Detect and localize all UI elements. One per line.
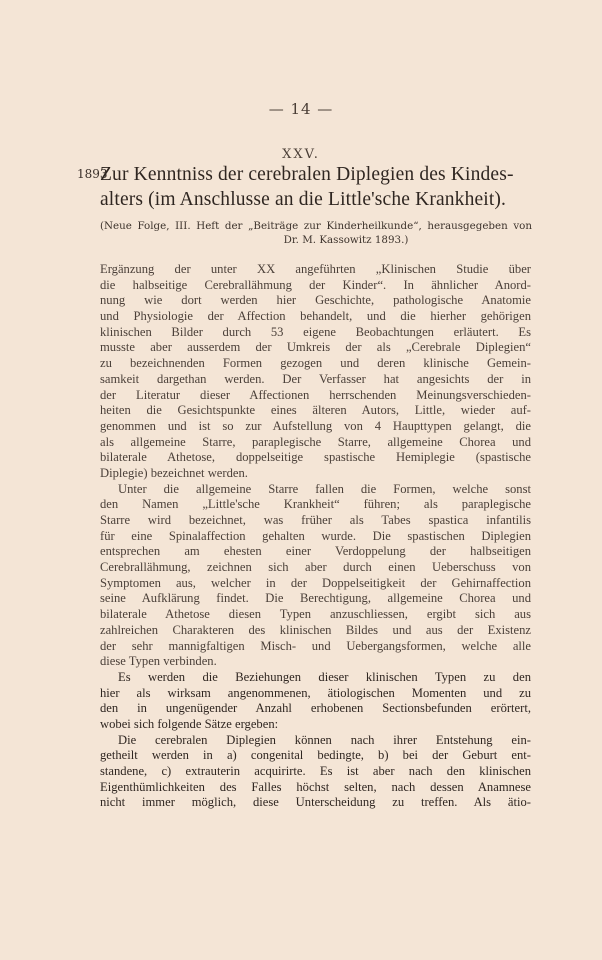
body-line: standene, c) extrauterin acquirirte. Es ist aber nach den klinischen: [100, 764, 531, 778]
publication-year: 1893: [77, 167, 108, 181]
body-line: für eine Spinalaffection gehalten wurde. Die spastischen Diplegien: [100, 528, 531, 543]
body-line: genommen und ist so zur Aufstellung von 4 Haupttypen gelangt, die: [100, 418, 531, 433]
body-line: Es werden die Beziehungen dieser klinischen Typen zu den: [118, 669, 531, 684]
title-line: Zur Kenntniss der cerebralen Diplegien des Kindes-: [100, 164, 514, 185]
title-line: alters (im Anschlusse an die Little'sche Krankheit).: [100, 189, 507, 210]
body-line: wobei sich folgende Sätze ergeben:: [100, 716, 279, 731]
body-line: zahlreichen Charakteren des klinischen Bildes und aus der Existenz: [100, 622, 531, 637]
body-line: klinischen Bilder durch 53 eigene Beobachtungen erläutert. Es: [100, 324, 531, 339]
body-line: nung wie dort werden hier Geschichte, pathologische Anatomie: [100, 293, 531, 308]
body-line: diese Typen verbinden.: [100, 654, 217, 669]
body-line: heiten die Gesichtspunkte eines älteren Autors, Little, wieder auf-: [100, 403, 531, 418]
body-line: der Literatur dieser Affectionen herrschenden Meinungsverschieden-: [100, 387, 531, 402]
body-line: entsprechen am ehesten einer Verdoppelung der halbseitigen: [100, 544, 531, 559]
body-line: Starre wird bezeichnet, was früher als Tabes spastica infantilis: [100, 513, 531, 527]
body-line: getheilt werden in a) congenital bedingte, b) bei der Geburt ent-: [100, 748, 531, 763]
body-line: den Namen „Little'sche Krankheit“ führen; als paraplegische: [100, 497, 531, 512]
article-title: [100, 162, 532, 212]
subtitle-line: Dr. M. Kassowitz 1893.): [283, 234, 409, 246]
body-line: Die cerebralen Diplegien können nach ihrer Entstehung ein-: [118, 732, 531, 747]
body-line: samkeit dargethan werden. Der Verfasser hat angesichts der in: [100, 371, 531, 386]
body-line: bilaterale Athetose diesen Typen anzuschliessen, ergibt sich aus: [100, 607, 531, 622]
body-line: Eigenthümlichkeiten des Falles höchst selten, nach dessen Anamnese: [100, 779, 531, 794]
body-line: die halbseitige Cerebrallähmung der Kinder“. In ähnlicher Anord-: [100, 277, 531, 292]
section-number: XXV.: [282, 147, 320, 162]
body-line: als allgemeine Starre, paraplegische Starre, allgemeine Chorea und: [100, 434, 531, 449]
body-line: der sehr mannigfaltigen Misch- und Uebergangsformen, welche alle: [100, 638, 531, 653]
body-line: Cerebrallähmung, zeichnen sich aber durch einen Ueberschuss von: [100, 560, 531, 575]
body-line: Ergänzung der unter XX angeführten „Klinischen Studie über: [100, 262, 531, 276]
body-line: bilaterale Athetose, doppelseitige spastische Hemiplegie (spastische: [100, 450, 531, 465]
body-line: und Physiologie der Affection behandelt, und die hierher gehörigen: [100, 309, 531, 324]
body-line: musste aber ausserdem der Umkreis der als „Cerebrale Diplegien“: [100, 340, 531, 355]
subtitle-line: (Neue Folge, III. Heft der „Beiträge zur Kinderheilkunde“, herausgegeben von: [100, 220, 532, 232]
body-line: seine Aufklärung findet. Die Berechtigung, allgemeine Chorea und: [100, 591, 531, 606]
page-number: — 14 —: [268, 100, 334, 118]
body-line: hier als wirksam angenommenen, ätiologischen Momenten und zu: [100, 685, 531, 700]
body-text: [100, 262, 531, 811]
article-subtitle: [100, 219, 532, 247]
body-line: den in ungenügender Anzahl erhobenen Sectionsbefunden erörtert,: [100, 701, 531, 716]
body-line: Symptomen aus, welcher in der Doppelseitigkeit der Gehirnaffection: [100, 575, 531, 590]
body-line: Unter die allgemeine Starre fallen die Formen, welche sonst: [118, 481, 531, 496]
body-line: zu bezeichnenden Formen gezogen und deren klinische Gemein-: [100, 356, 531, 371]
body-line: nicht immer möglich, diese Unterscheidung zu treffen. Als ätio-: [100, 795, 531, 810]
body-line: Diplegie) bezeichnet werden.: [100, 465, 248, 480]
